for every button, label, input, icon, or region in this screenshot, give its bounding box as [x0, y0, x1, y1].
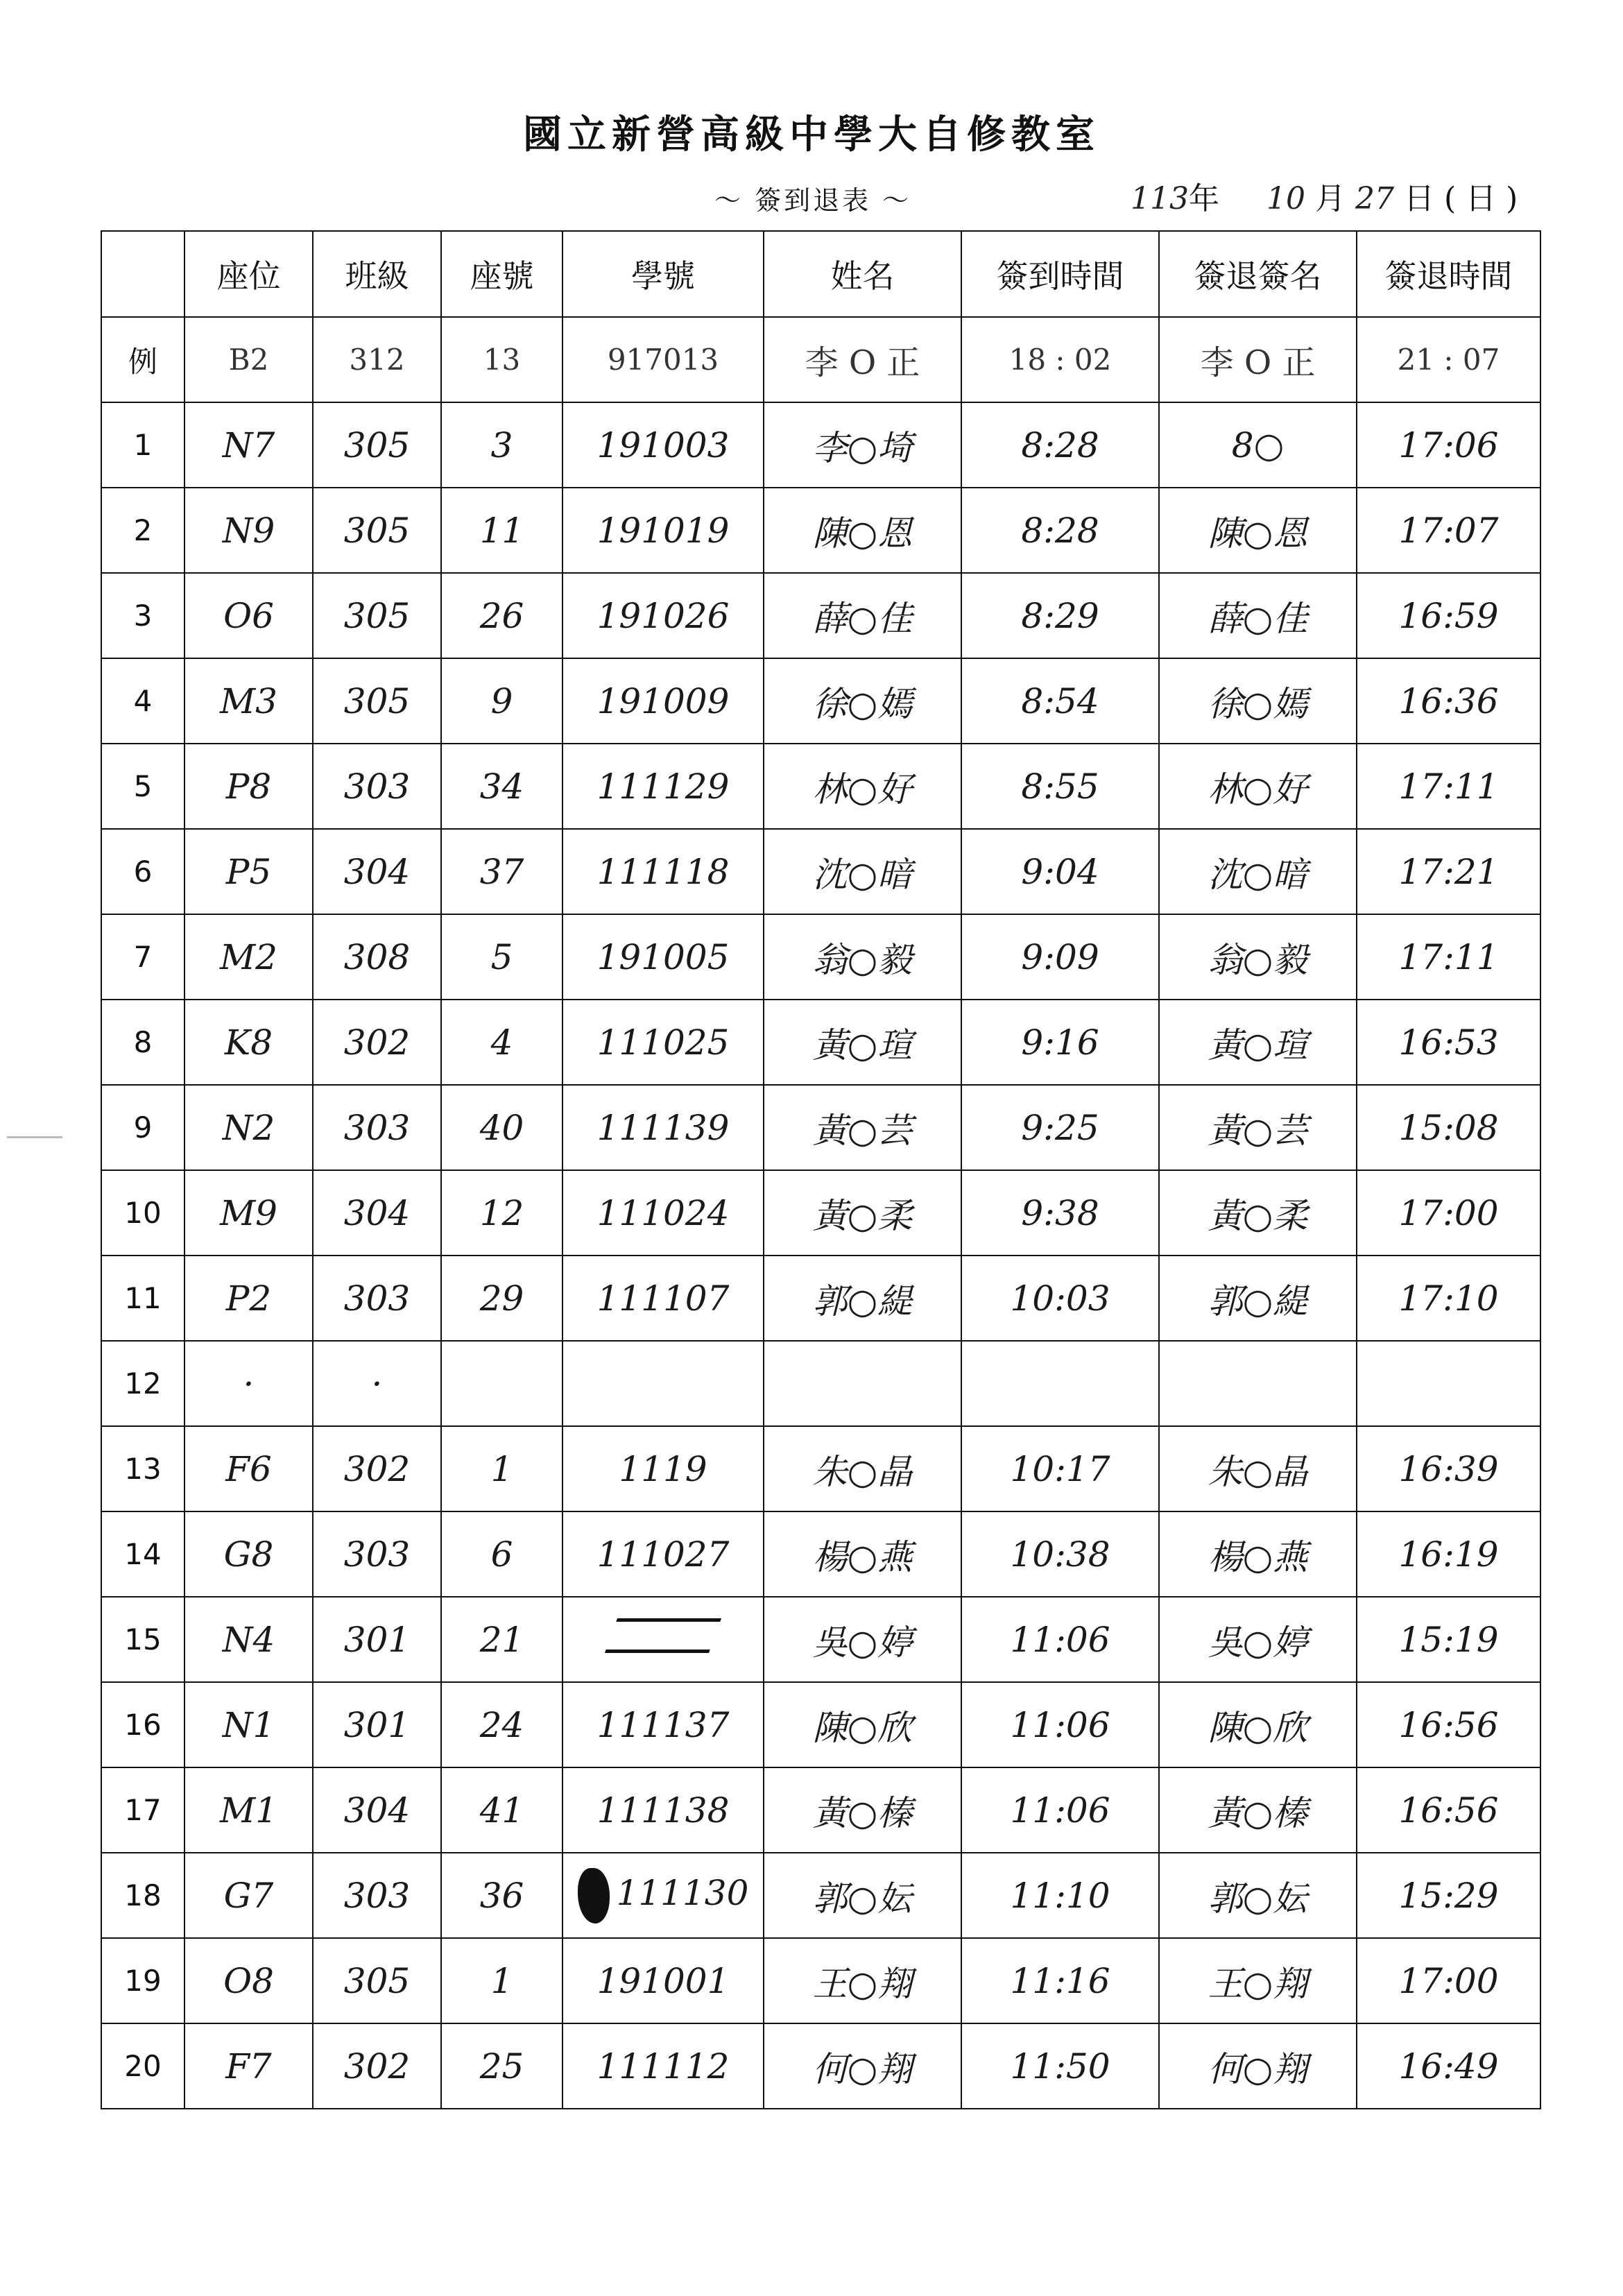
row-index: 5	[101, 744, 184, 829]
name-cell: 王○翔	[764, 1938, 961, 2023]
header-checkin-time: 簽到時間	[961, 231, 1159, 317]
name-cell: 郭○妘	[764, 1853, 961, 1938]
checkin-time-cell: 10:17	[961, 1426, 1159, 1511]
checkin-time-cell: 11:16	[961, 1938, 1159, 2023]
name-cell: 陳○恩	[764, 488, 961, 573]
class-cell: 303	[313, 1853, 441, 1938]
table-row	[101, 1000, 1540, 1085]
date-day: 27	[1355, 181, 1394, 216]
student-id-cell: 111129	[563, 744, 764, 829]
class-cell: 303	[313, 744, 441, 829]
name-cell: 何○翔	[764, 2023, 961, 2109]
checkout-time-cell: 16:53	[1357, 1000, 1540, 1085]
seat-cell: N2	[184, 1085, 313, 1170]
name-cell: 沈○暗	[764, 829, 961, 914]
signature-cell: 薛○佳	[1159, 573, 1357, 658]
class-cell: 305	[313, 488, 441, 573]
seat-cell: M3	[184, 658, 313, 744]
table-row	[101, 829, 1540, 914]
name-cell: 陳○欣	[764, 1682, 961, 1767]
student-id-cell: 111139	[563, 1085, 764, 1170]
sheet-subtitle: ～ 簽到退表 ～	[714, 185, 912, 216]
row-index: 9	[101, 1085, 184, 1170]
checkin-time-cell: 9:04	[961, 829, 1159, 914]
number-cell: 1	[441, 1938, 563, 2023]
checkin-time-cell: 10:03	[961, 1256, 1159, 1341]
name-cell	[764, 1341, 961, 1426]
class-cell: 308	[313, 914, 441, 1000]
checkout-time-cell: 16:56	[1357, 1767, 1540, 1853]
seat-cell: P5	[184, 829, 313, 914]
row-index: 12	[101, 1341, 184, 1426]
number-cell: 1	[441, 1426, 563, 1511]
date-day-label: 日	[1403, 181, 1434, 216]
row-index: 17	[101, 1767, 184, 1853]
signature-cell: 何○翔	[1159, 2023, 1357, 2109]
number-cell: 11	[441, 488, 563, 573]
checkout-time-cell: 17:00	[1357, 1170, 1540, 1256]
table-row	[101, 1682, 1540, 1767]
checkin-time-cell: 11:06	[961, 1682, 1159, 1767]
class-cell: 305	[313, 573, 441, 658]
class-cell: 305	[313, 658, 441, 744]
table-row	[101, 1511, 1540, 1597]
name-cell: 郭○緹	[764, 1256, 961, 1341]
example-checkin: 18 : 02	[961, 317, 1159, 402]
table-row	[101, 1256, 1540, 1341]
date-line	[1131, 173, 1518, 218]
student-id-cell: 111112	[563, 2023, 764, 2109]
header-class: 班級	[313, 231, 441, 317]
class-cell: 301	[313, 1597, 441, 1682]
student-id-cell: 191026	[563, 573, 764, 658]
seat-cell: O8	[184, 1938, 313, 2023]
checkin-time-cell: 8:55	[961, 744, 1159, 829]
name-cell: 黃○榛	[764, 1767, 961, 1853]
signature-cell	[1159, 1341, 1357, 1426]
row-index: 3	[101, 573, 184, 658]
class-cell: 303	[313, 1256, 441, 1341]
student-id-cell: 111137	[563, 1682, 764, 1767]
class-cell: 304	[313, 1767, 441, 1853]
name-cell: 朱○晶	[764, 1426, 961, 1511]
example-checkout: 21 : 07	[1357, 317, 1540, 402]
header-seat: 座位	[184, 231, 313, 317]
checkout-time-cell: 15:08	[1357, 1085, 1540, 1170]
number-cell: 26	[441, 573, 563, 658]
seat-cell: N9	[184, 488, 313, 573]
table-row	[101, 488, 1540, 573]
row-index: 8	[101, 1000, 184, 1085]
class-cell: 303	[313, 1085, 441, 1170]
checkin-time-cell: 8:28	[961, 488, 1159, 573]
checkout-time-cell: 15:29	[1357, 1853, 1540, 1938]
student-id-cell: 191009	[563, 658, 764, 744]
name-cell: 徐○嫣	[764, 658, 961, 744]
number-cell: 21	[441, 1597, 563, 1682]
number-cell: 37	[441, 829, 563, 914]
table-row	[101, 1767, 1540, 1853]
name-cell: 翁○毅	[764, 914, 961, 1000]
scan-artifact	[7, 1136, 62, 1138]
header-checkout-time: 簽退時間	[1357, 231, 1540, 317]
seat-cell: F6	[184, 1426, 313, 1511]
checkout-time-cell: 15:19	[1357, 1597, 1540, 1682]
number-cell: 25	[441, 2023, 563, 2109]
signature-cell: 黃○瑄	[1159, 1000, 1357, 1085]
header-checkout-signature: 簽退簽名	[1159, 231, 1357, 317]
seat-cell: G8	[184, 1511, 313, 1597]
row-index: 2	[101, 488, 184, 573]
name-cell: 黃○柔	[764, 1170, 961, 1256]
seat-cell: M2	[184, 914, 313, 1000]
signature-cell: 沈○暗	[1159, 829, 1357, 914]
checkin-time-cell: 9:16	[961, 1000, 1159, 1085]
example-row	[101, 317, 1540, 402]
signature-cell: 黃○柔	[1159, 1170, 1357, 1256]
date-month-label: 月	[1314, 181, 1346, 216]
number-cell: 4	[441, 1000, 563, 1085]
student-id-cell: 191003	[563, 402, 764, 488]
name-cell: 吳○婷	[764, 1597, 961, 1682]
date-year: 113	[1131, 181, 1189, 216]
checkin-time-cell: 9:09	[961, 914, 1159, 1000]
seat-cell: M1	[184, 1767, 313, 1853]
table-row	[101, 1853, 1540, 1938]
example-seat: B2	[184, 317, 313, 402]
ink-scribble-mark	[578, 1868, 610, 1924]
crossed-out-mark	[605, 1618, 721, 1653]
number-cell: 29	[441, 1256, 563, 1341]
student-id-cell: 111027	[563, 1511, 764, 1597]
student-id-cell: 111118	[563, 829, 764, 914]
table-row	[101, 1170, 1540, 1256]
checkin-time-cell: 8:54	[961, 658, 1159, 744]
checkout-time-cell: 17:07	[1357, 488, 1540, 573]
name-cell: 李○埼	[764, 402, 961, 488]
student-id-cell	[563, 1341, 764, 1426]
number-cell: 40	[441, 1085, 563, 1170]
date-month: 10	[1266, 181, 1305, 216]
seat-cell: K8	[184, 1000, 313, 1085]
number-cell: 36	[441, 1853, 563, 1938]
student-id-cell	[563, 1597, 764, 1682]
table-row	[101, 914, 1540, 1000]
signature-cell: 郭○緹	[1159, 1256, 1357, 1341]
number-cell: 34	[441, 744, 563, 829]
example-signature: 李 O 正	[1159, 317, 1357, 402]
student-id-cell: 111025	[563, 1000, 764, 1085]
student-id-cell: 191005	[563, 914, 764, 1000]
signature-cell: 林○好	[1159, 744, 1357, 829]
sheet-title: 國立新營高級中學大自修教室	[523, 112, 1100, 157]
signature-cell: 徐○嫣	[1159, 658, 1357, 744]
class-cell: 302	[313, 2023, 441, 2109]
checkout-time-cell: 17:00	[1357, 1938, 1540, 2023]
signature-cell: 陳○恩	[1159, 488, 1357, 573]
checkout-time-cell: 16:39	[1357, 1426, 1540, 1511]
row-index: 6	[101, 829, 184, 914]
signature-cell: 黃○芸	[1159, 1085, 1357, 1170]
signature-cell: 王○翔	[1159, 1938, 1357, 2023]
name-cell: 薛○佳	[764, 573, 961, 658]
row-index: 11	[101, 1256, 184, 1341]
checkout-time-cell: 16:36	[1357, 658, 1540, 744]
sign-in-table	[101, 230, 1541, 2109]
table-row	[101, 1341, 1540, 1426]
table-row	[101, 658, 1540, 744]
student-id-cell: 111024	[563, 1170, 764, 1256]
seat-cell: G7	[184, 1853, 313, 1938]
number-cell: 41	[441, 1767, 563, 1853]
checkout-time-cell: 16:59	[1357, 573, 1540, 658]
row-index: 15	[101, 1597, 184, 1682]
checkout-time-cell: 16:56	[1357, 1682, 1540, 1767]
class-cell: 305	[313, 1938, 441, 2023]
checkout-time-cell	[1357, 1341, 1540, 1426]
row-index: 14	[101, 1511, 184, 1597]
seat-cell: P8	[184, 744, 313, 829]
seat-cell: N7	[184, 402, 313, 488]
seat-cell: O6	[184, 573, 313, 658]
row-index: 20	[101, 2023, 184, 2109]
number-cell: 9	[441, 658, 563, 744]
number-cell: 6	[441, 1511, 563, 1597]
row-index: 10	[101, 1170, 184, 1256]
row-index: 16	[101, 1682, 184, 1767]
seat-cell: N4	[184, 1597, 313, 1682]
class-cell: 304	[313, 829, 441, 914]
name-cell: 林○好	[764, 744, 961, 829]
checkout-time-cell: 17:21	[1357, 829, 1540, 914]
number-cell: 5	[441, 914, 563, 1000]
example-class: 312	[313, 317, 441, 402]
checkin-time-cell: 11:50	[961, 2023, 1159, 2109]
date-weekday: ( 日 )	[1443, 181, 1518, 216]
student-id-cell: 111130	[563, 1853, 764, 1938]
table-row	[101, 402, 1540, 488]
signature-cell: 郭○妘	[1159, 1853, 1357, 1938]
row-index: 19	[101, 1938, 184, 2023]
table-row	[101, 573, 1540, 658]
header-number: 座號	[441, 231, 563, 317]
checkin-time-cell: 9:38	[961, 1170, 1159, 1256]
signature-cell: 黃○榛	[1159, 1767, 1357, 1853]
class-cell: 301	[313, 1682, 441, 1767]
signature-cell: 朱○晶	[1159, 1426, 1357, 1511]
row-index: 1	[101, 402, 184, 488]
student-id-cell: 191019	[563, 488, 764, 573]
student-id-cell: 1119	[563, 1426, 764, 1511]
checkout-time-cell: 17:11	[1357, 744, 1540, 829]
seat-cell: ·	[184, 1341, 313, 1426]
checkout-time-cell: 17:11	[1357, 914, 1540, 1000]
number-cell: 12	[441, 1170, 563, 1256]
class-cell: 304	[313, 1170, 441, 1256]
signature-cell: 翁○毅	[1159, 914, 1357, 1000]
checkin-time-cell: 11:10	[961, 1853, 1159, 1938]
table-row	[101, 744, 1540, 829]
checkout-time-cell: 16:49	[1357, 2023, 1540, 2109]
checkout-time-cell: 17:10	[1357, 1256, 1540, 1341]
number-cell: 3	[441, 402, 563, 488]
name-cell: 楊○燕	[764, 1511, 961, 1597]
signature-cell: 楊○燕	[1159, 1511, 1357, 1597]
header-student-id: 學號	[563, 231, 764, 317]
class-cell: 303	[313, 1511, 441, 1597]
number-cell	[441, 1341, 563, 1426]
row-index: 4	[101, 658, 184, 744]
table-row	[101, 1426, 1540, 1511]
row-index: 13	[101, 1426, 184, 1511]
checkin-time-cell	[961, 1341, 1159, 1426]
seat-cell: N1	[184, 1682, 313, 1767]
signature-cell: 陳○欣	[1159, 1682, 1357, 1767]
checkin-time-cell: 11:06	[961, 1597, 1159, 1682]
data-rows	[101, 402, 1540, 2109]
row-index: 18	[101, 1853, 184, 1938]
checkin-time-cell: 9:25	[961, 1085, 1159, 1170]
example-label: 例	[101, 317, 184, 402]
student-id-cell: 111107	[563, 1256, 764, 1341]
seat-cell: F7	[184, 2023, 313, 2109]
row-index: 7	[101, 914, 184, 1000]
header-row	[101, 231, 1540, 317]
example-number: 13	[441, 317, 563, 402]
signature-cell: 吳○婷	[1159, 1597, 1357, 1682]
student-id-cell: 111138	[563, 1767, 764, 1853]
class-cell: 305	[313, 402, 441, 488]
class-cell: 302	[313, 1000, 441, 1085]
student-id-cell: 191001	[563, 1938, 764, 2023]
example-name: 李 O 正	[764, 317, 961, 402]
header-name: 姓名	[764, 231, 961, 317]
checkin-time-cell: 8:28	[961, 402, 1159, 488]
header-index	[101, 231, 184, 317]
checkin-time-cell: 8:29	[961, 573, 1159, 658]
date-year-label: 年	[1188, 181, 1219, 216]
name-cell: 黃○瑄	[764, 1000, 961, 1085]
checkout-time-cell: 16:19	[1357, 1511, 1540, 1597]
signature-cell: 8○	[1159, 402, 1357, 488]
name-cell: 黃○芸	[764, 1085, 961, 1170]
example-student-id: 917013	[563, 317, 764, 402]
seat-cell: M9	[184, 1170, 313, 1256]
table-row	[101, 2023, 1540, 2109]
class-cell: 302	[313, 1426, 441, 1511]
number-cell: 24	[441, 1682, 563, 1767]
seat-cell: P2	[184, 1256, 313, 1341]
checkin-time-cell: 11:06	[961, 1767, 1159, 1853]
table-row	[101, 1597, 1540, 1682]
class-cell: ·	[313, 1341, 441, 1426]
checkout-time-cell: 17:06	[1357, 402, 1540, 488]
table-row	[101, 1938, 1540, 2023]
checkin-time-cell: 10:38	[961, 1511, 1159, 1597]
table-row	[101, 1085, 1540, 1170]
